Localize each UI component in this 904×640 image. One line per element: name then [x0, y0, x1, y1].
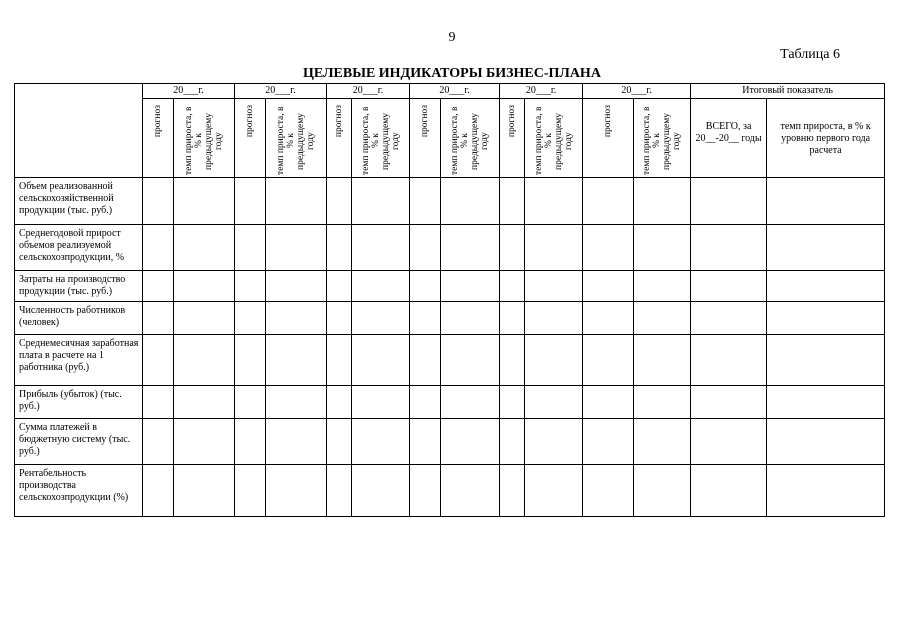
forecast-header [235, 99, 266, 178]
table-row [15, 419, 885, 465]
growth-header [634, 99, 691, 178]
row-label: Рентабельность производства сельскохозпродукции (%) [15, 465, 143, 517]
table-row [15, 271, 885, 302]
table-row [15, 386, 885, 419]
forecast-header [410, 99, 441, 178]
total-header: Итоговый показатель [691, 84, 885, 99]
forecast-header [500, 99, 525, 178]
row-label: Затраты на производство продукции (тыс. руб.) [15, 271, 143, 302]
year-header: 20___г. [583, 84, 691, 99]
growth-header [174, 99, 235, 178]
growth-header [266, 99, 327, 178]
row-label: Среднегодовой прирост объемов реализуемой сельскохозпродукции, % [15, 225, 143, 271]
year-header: 20___г. [410, 84, 500, 99]
indicators-table [14, 83, 885, 517]
forecast-header-text: прогноз [507, 105, 518, 138]
growth-header [441, 99, 500, 178]
total-growth-header: темп прироста, в % к уровню первого года расчета [767, 99, 885, 178]
growth-header-text: темп прироста, в % к предыдущему году [450, 106, 491, 176]
year-header: 20___г. [235, 84, 327, 99]
forecast-header [583, 99, 634, 178]
year-header: 20___г. [500, 84, 583, 99]
row-label: Объем реализованной сельскохозяйственной продукции (тыс. руб.) [15, 178, 143, 225]
year-header: 20___г. [143, 84, 235, 99]
forecast-header [327, 99, 352, 178]
document-title: ЦЕЛЕВЫЕ ИНДИКАТОРЫ БИЗНЕС-ПЛАНА [303, 66, 601, 81]
forecast-header [143, 99, 174, 178]
forecast-header-text: прогноз [334, 105, 345, 138]
year-header: 20___г. [327, 84, 410, 99]
table-row [15, 178, 885, 225]
table-row [15, 335, 885, 386]
table-row [15, 465, 885, 517]
row-label: Численность работников (человек) [15, 302, 143, 335]
corner-cell [15, 84, 143, 178]
growth-header-text: темп прироста, в % к предыдущему году [642, 106, 683, 176]
forecast-header-text: прогноз [420, 105, 431, 138]
header-row-subheaders [15, 99, 885, 178]
growth-header-text: темп прироста, в % к предыдущему году [276, 106, 317, 176]
page-number: 9 [448, 30, 456, 45]
row-label: Среднемесячная заработная плата в расчете на 1 работника (руб.) [15, 335, 143, 386]
growth-header-text: темп прироста, в % к предыдущему году [533, 106, 574, 176]
row-label: Сумма платежей в бюджетную систему (тыс. руб.) [15, 419, 143, 465]
forecast-header-text: прогноз [603, 105, 614, 138]
header-row-years [15, 84, 885, 99]
forecast-header-text: прогноз [153, 105, 163, 138]
total-all-header: ВСЕГО, за 20__-20__ годы [691, 99, 767, 178]
forecast-header-text: прогноз [245, 105, 256, 138]
table-row [15, 225, 885, 271]
row-label: Прибыль (убыток) (тыс. руб.) [15, 386, 143, 419]
table-label: Таблица 6 [780, 47, 840, 62]
growth-header [352, 99, 410, 178]
growth-header [525, 99, 583, 178]
growth-header-text: темп прироста, в % к предыдущему году [360, 106, 401, 176]
table-row [15, 302, 885, 335]
growth-header-text: темп прироста, в % к предыдущему году [184, 106, 224, 176]
